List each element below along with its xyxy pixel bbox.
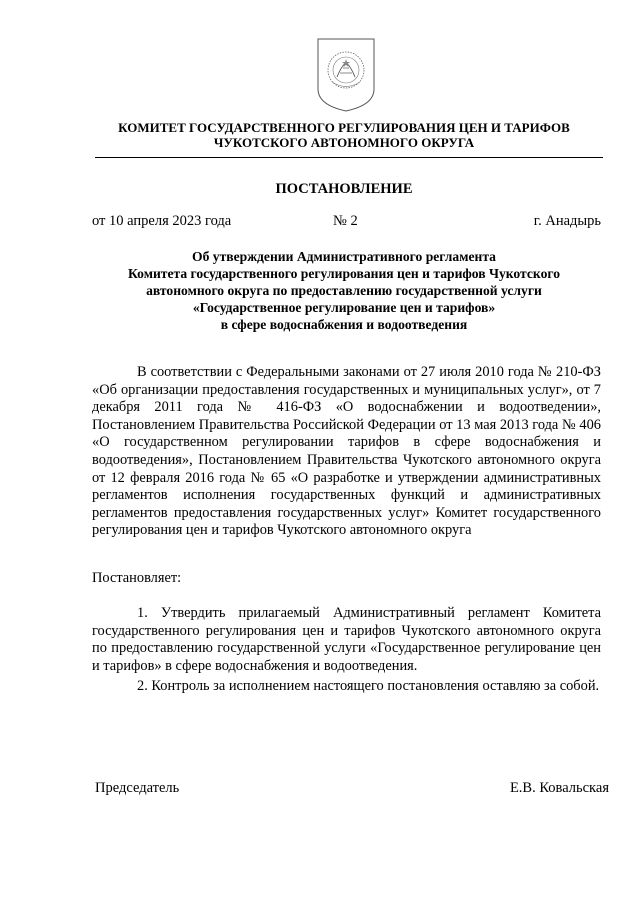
resolution-item-2: 2. Контроль за исполнением настоящего постановления оставляю за собой. <box>137 678 600 694</box>
signatory-title: Председатель <box>95 780 180 796</box>
document-date: от 10 апреля 2023 года <box>92 213 232 229</box>
subject-line1: Об утверждении Административного регламента <box>192 249 496 264</box>
document-type: ПОСТАНОВЛЕНИЕ <box>275 181 413 197</box>
signatory-name: Е.В. Ковальская <box>509 780 609 796</box>
resolution-item-1: 1. Утвердить прилагаемый Административный регламент Комитета государственного регулирования цен и тарифов Чукотского автономного округа по предоставлению государственной услуги «Государственное регулирование цен и тарифов» в сфере водоснабжения и водоотведения. <box>92 605 601 674</box>
preamble-paragraph: В соответствии с Федеральными законами от 27 июля 2010 года № 210-ФЗ «Об организации предоставления государственных и муниципальных услуг», от 7 декабря 2011 года № 416-ФЗ «О водоснабжении и водоотведении», Постановлением Правительства Российской Федерации от 13 мая 2013 года № 406 «О государственном регулировании тарифов в сфере водоснабжения и водоотведения», Постановлением Правительства Чукотского автономного округа от 12 февраля 2016 года № 65 «О разработке и утверждении административных регламентов исполнения государственных функций и административных регламентов предоставления государственных услуг» Комитет государственного регулирования цен и тарифов Чукотского автономного округа <box>92 364 601 539</box>
subject-line5: в сфере водоснабжения и водоотведения <box>220 317 468 332</box>
committee-name <box>88 120 600 150</box>
resolve-heading: Постановляет: <box>92 570 182 586</box>
subject-line2: Комитета государственного регулирования цен и тарифов Чукотского <box>127 266 561 281</box>
committee-name-line1: КОМИТЕТ ГОСУДАРСТВЕННОГО РЕГУЛИРОВАНИЯ ЦЕН И ТАРИФОВ <box>118 120 570 135</box>
document-number: № 2 <box>333 213 358 229</box>
subject-line3: автономного округа по предоставлению государственной услуги <box>146 283 542 298</box>
header-divider <box>95 157 603 158</box>
coat-of-arms-icon <box>316 37 376 113</box>
subject-line4: «Государственное регулирование цен и тарифов» <box>192 300 496 315</box>
document-place: г. Анадырь <box>533 213 601 229</box>
committee-name-line2: ЧУКОТСКОГО АВТОНОМНОГО ОКРУГА <box>213 135 475 150</box>
document-subject <box>88 248 600 333</box>
